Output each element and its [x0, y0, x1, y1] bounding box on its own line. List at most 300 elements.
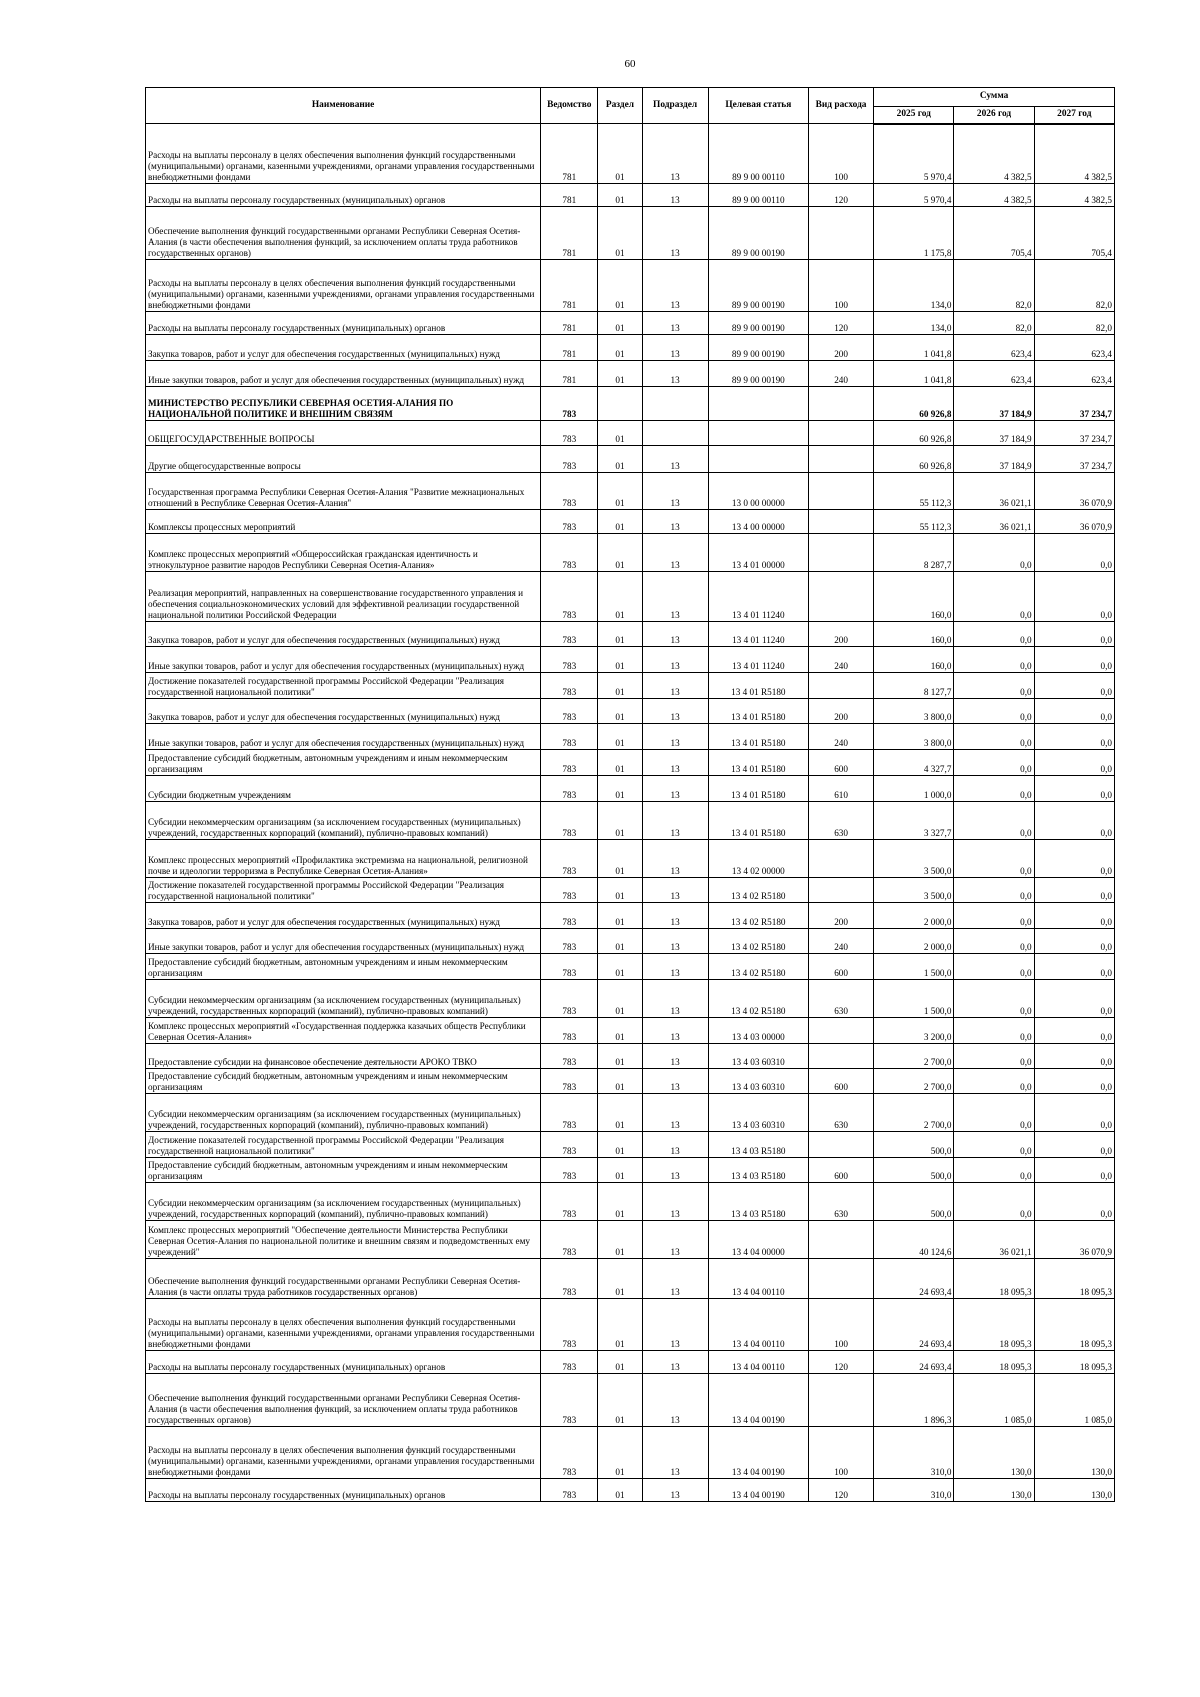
table-row	[146, 473, 1115, 510]
cell-razdel: 01	[598, 361, 642, 387]
table-row	[146, 421, 1115, 446]
cell-sum-2025: 3 800,0	[874, 699, 954, 724]
cell-vedomstvo: 781	[541, 335, 598, 361]
cell-podrazdel: 13	[642, 673, 708, 699]
cell-razdel: 01	[598, 776, 642, 802]
cell-vedomstvo: 783	[541, 1158, 598, 1183]
cell-name: Обеспечение выполнения функций государственными органами Республики Северная Осетия-Алания (в части оплаты труда работников государственных органов)	[146, 1259, 541, 1299]
table-row	[146, 980, 1115, 1018]
cell-celevaya-statya: 13 4 04 00110	[708, 1299, 808, 1351]
cell-sum-2025: 500,0	[874, 1183, 954, 1221]
cell-celevaya-statya: 13 4 02 00000	[708, 840, 808, 878]
cell-sum-2025: 2 000,0	[874, 903, 954, 929]
cell-celevaya-statya: 13 4 00 00000	[708, 510, 808, 534]
cell-razdel: 01	[598, 1044, 642, 1069]
cell-name: Достижение показателей государственной программы Российской Федерации "Реализация государственной национальной политики"	[146, 1132, 541, 1158]
cell-sum-2027: 0,0	[1034, 534, 1114, 572]
cell-razdel: 01	[598, 446, 642, 473]
cell-sum-2025: 40 124,6	[874, 1221, 954, 1259]
cell-celevaya-statya: 13 4 01 R5180	[708, 724, 808, 750]
cell-podrazdel: 13	[642, 980, 708, 1018]
cell-sum-2026: 36 021,1	[954, 473, 1034, 510]
cell-sum-2027: 0,0	[1034, 622, 1114, 647]
cell-sum-2026: 82,0	[954, 312, 1034, 335]
cell-celevaya-statya: 13 4 03 00000	[708, 1018, 808, 1044]
cell-sum-2027: 82,0	[1034, 260, 1114, 312]
cell-sum-2026: 623,4	[954, 361, 1034, 387]
cell-celevaya-statya: 13 4 01 00000	[708, 534, 808, 572]
cell-celevaya-statya: 13 0 00 00000	[708, 473, 808, 510]
cell-vedomstvo: 783	[541, 802, 598, 840]
cell-name: Комплекс процессных мероприятий «Общероссийская гражданская идентичность и этнокультурное развитие народов Республики Северная Осетия-Алания»	[146, 534, 541, 572]
cell-celevaya-statya: 13 4 02 R5180	[708, 954, 808, 980]
cell-sum-2026: 130,0	[954, 1479, 1034, 1502]
cell-podrazdel: 13	[642, 1044, 708, 1069]
cell-name: Достижение показателей государственной программы Российской Федерации "Реализация государственной национальной политики"	[146, 878, 541, 903]
cell-name: Субсидии некоммерческим организациям (за исключением государственных (муниципальных) учреждений, государственных корпораций (компаний), публично-правовых компаний)	[146, 1183, 541, 1221]
cell-vid-rashoda: 200	[808, 335, 873, 361]
cell-razdel: 01	[598, 312, 642, 335]
cell-sum-2025: 160,0	[874, 572, 954, 622]
cell-sum-2026: 0,0	[954, 1018, 1034, 1044]
cell-vedomstvo: 783	[541, 1094, 598, 1132]
cell-sum-2025: 5 970,4	[874, 124, 954, 184]
cell-sum-2025: 1 500,0	[874, 980, 954, 1018]
cell-vid-rashoda: 200	[808, 903, 873, 929]
cell-razdel: 01	[598, 1018, 642, 1044]
cell-podrazdel: 13	[642, 1299, 708, 1351]
cell-vid-rashoda: 600	[808, 1158, 873, 1183]
cell-celevaya-statya: 89 9 00 00190	[708, 207, 808, 260]
cell-celevaya-statya	[708, 446, 808, 473]
cell-name: Иные закупки товаров, работ и услуг для обеспечения государственных (муниципальных) нужд	[146, 929, 541, 954]
cell-vid-rashoda: 120	[808, 1479, 873, 1502]
cell-sum-2026: 36 021,1	[954, 510, 1034, 534]
cell-celevaya-statya: 13 4 01 R5180	[708, 776, 808, 802]
cell-razdel: 01	[598, 207, 642, 260]
cell-vid-rashoda: 120	[808, 1351, 873, 1374]
cell-podrazdel: 13	[642, 446, 708, 473]
cell-vedomstvo: 783	[541, 572, 598, 622]
cell-sum-2026: 82,0	[954, 260, 1034, 312]
table-row	[146, 335, 1115, 361]
cell-celevaya-statya: 13 4 03 60310	[708, 1094, 808, 1132]
cell-vedomstvo: 783	[541, 1183, 598, 1221]
table-row	[146, 840, 1115, 878]
cell-vedomstvo: 783	[541, 421, 598, 446]
cell-vedomstvo: 783	[541, 840, 598, 878]
cell-podrazdel: 13	[642, 1018, 708, 1044]
cell-vid-rashoda: 120	[808, 184, 873, 207]
cell-sum-2027: 0,0	[1034, 1069, 1114, 1094]
header-name: Наименование	[146, 88, 541, 124]
cell-vedomstvo: 783	[541, 1299, 598, 1351]
header-vid-rashoda: Вид расхода	[808, 88, 873, 124]
cell-name: ОБЩЕГОСУДАРСТВЕННЫЕ ВОПРОСЫ	[146, 421, 541, 446]
cell-sum-2025: 3 327,7	[874, 802, 954, 840]
cell-name: Государственная программа Республики Северная Осетия-Алания "Развитие межнациональных отношений в Республике Северная Осетия-Алания"	[146, 473, 541, 510]
cell-podrazdel: 13	[642, 207, 708, 260]
cell-podrazdel: 13	[642, 260, 708, 312]
cell-podrazdel: 13	[642, 1094, 708, 1132]
cell-razdel: 01	[598, 421, 642, 446]
cell-sum-2026: 0,0	[954, 750, 1034, 776]
cell-name: Иные закупки товаров, работ и услуг для обеспечения государственных (муниципальных) нужд	[146, 724, 541, 750]
cell-vedomstvo: 783	[541, 878, 598, 903]
cell-sum-2027: 0,0	[1034, 878, 1114, 903]
cell-name: Предоставление субсидий бюджетным, автономным учреждениям и иным некоммерческим организациям	[146, 750, 541, 776]
cell-name: Предоставление субсидий бюджетным, автономным учреждениям и иным некоммерческим организациям	[146, 1069, 541, 1094]
cell-sum-2025: 60 926,8	[874, 446, 954, 473]
cell-sum-2026: 0,0	[954, 534, 1034, 572]
cell-vid-rashoda: 600	[808, 750, 873, 776]
cell-sum-2026: 0,0	[954, 699, 1034, 724]
cell-celevaya-statya: 89 9 00 00110	[708, 184, 808, 207]
table-row	[146, 1183, 1115, 1221]
header-2025: 2025 год	[874, 107, 954, 124]
cell-vid-rashoda	[808, 1132, 873, 1158]
table-row	[146, 1094, 1115, 1132]
table-row	[146, 647, 1115, 673]
cell-vid-rashoda: 100	[808, 260, 873, 312]
cell-razdel: 01	[598, 647, 642, 673]
cell-name: Закупка товаров, работ и услуг для обеспечения государственных (муниципальных) нужд	[146, 622, 541, 647]
cell-vid-rashoda: 630	[808, 1183, 873, 1221]
cell-celevaya-statya: 13 4 01 R5180	[708, 673, 808, 699]
cell-sum-2025: 3 500,0	[874, 840, 954, 878]
cell-sum-2027: 18 095,3	[1034, 1299, 1114, 1351]
cell-razdel: 01	[598, 1299, 642, 1351]
cell-vid-rashoda: 100	[808, 1299, 873, 1351]
budget-table	[145, 87, 1115, 1502]
cell-celevaya-statya	[708, 387, 808, 421]
cell-sum-2026: 0,0	[954, 1069, 1034, 1094]
cell-sum-2025: 5 970,4	[874, 184, 954, 207]
cell-name: Расходы на выплаты персоналу государственных (муниципальных) органов	[146, 1479, 541, 1502]
table-row	[146, 446, 1115, 473]
cell-celevaya-statya: 13 4 04 00110	[708, 1259, 808, 1299]
cell-sum-2026: 37 184,9	[954, 387, 1034, 421]
cell-vedomstvo: 783	[541, 387, 598, 421]
cell-razdel	[598, 387, 642, 421]
cell-celevaya-statya: 13 4 03 R5180	[708, 1158, 808, 1183]
cell-sum-2027: 0,0	[1034, 1183, 1114, 1221]
cell-sum-2026: 0,0	[954, 776, 1034, 802]
cell-name: Иные закупки товаров, работ и услуг для обеспечения государственных (муниципальных) нужд	[146, 647, 541, 673]
cell-vedomstvo: 783	[541, 1132, 598, 1158]
cell-razdel: 01	[598, 335, 642, 361]
cell-celevaya-statya: 89 9 00 00190	[708, 260, 808, 312]
cell-podrazdel	[642, 421, 708, 446]
cell-sum-2027: 0,0	[1034, 840, 1114, 878]
cell-razdel: 01	[598, 929, 642, 954]
cell-sum-2025: 160,0	[874, 622, 954, 647]
cell-name: Предоставление субсидии на финансовое обеспечение деятельности АРОКО ТВКО	[146, 1044, 541, 1069]
cell-sum-2027: 0,0	[1034, 1158, 1114, 1183]
cell-sum-2027: 705,4	[1034, 207, 1114, 260]
cell-razdel: 01	[598, 572, 642, 622]
cell-vid-rashoda	[808, 673, 873, 699]
cell-sum-2026: 1 085,0	[954, 1374, 1034, 1427]
cell-vedomstvo: 781	[541, 361, 598, 387]
cell-name: Субсидии некоммерческим организациям (за исключением государственных (муниципальных) учреждений, государственных корпораций (компаний), публично-правовых компаний)	[146, 980, 541, 1018]
cell-celevaya-statya: 13 4 01 11240	[708, 572, 808, 622]
cell-vid-rashoda	[808, 1374, 873, 1427]
cell-razdel: 01	[598, 1183, 642, 1221]
cell-vid-rashoda	[808, 207, 873, 260]
cell-vedomstvo: 783	[541, 750, 598, 776]
table-row	[146, 878, 1115, 903]
cell-podrazdel: 13	[642, 1183, 708, 1221]
cell-sum-2027: 623,4	[1034, 361, 1114, 387]
cell-sum-2027: 4 382,5	[1034, 124, 1114, 184]
cell-sum-2026: 0,0	[954, 903, 1034, 929]
cell-celevaya-statya: 13 4 01 11240	[708, 647, 808, 673]
cell-sum-2027: 0,0	[1034, 1132, 1114, 1158]
cell-sum-2026: 4 382,5	[954, 124, 1034, 184]
cell-vedomstvo: 783	[541, 776, 598, 802]
cell-sum-2027: 130,0	[1034, 1427, 1114, 1479]
cell-vedomstvo: 781	[541, 184, 598, 207]
cell-vedomstvo: 783	[541, 699, 598, 724]
cell-sum-2027: 37 234,7	[1034, 387, 1114, 421]
cell-podrazdel: 13	[642, 1351, 708, 1374]
cell-name: Расходы на выплаты персоналу в целях обеспечения выполнения функций государственными (муниципальными) органами, казенными учреждениями, органами управления государственными внебюджетными фондами	[146, 1299, 541, 1351]
cell-sum-2027: 0,0	[1034, 1094, 1114, 1132]
cell-podrazdel: 13	[642, 724, 708, 750]
cell-vedomstvo: 783	[541, 929, 598, 954]
cell-sum-2027: 0,0	[1034, 673, 1114, 699]
table-row	[146, 622, 1115, 647]
cell-sum-2027: 36 070,9	[1034, 510, 1114, 534]
cell-sum-2025: 2 700,0	[874, 1094, 954, 1132]
cell-razdel: 01	[598, 673, 642, 699]
table-row	[146, 802, 1115, 840]
cell-sum-2027: 18 095,3	[1034, 1259, 1114, 1299]
cell-name: МИНИСТЕРСТВО РЕСПУБЛИКИ СЕВЕРНАЯ ОСЕТИЯ-АЛАНИЯ ПО НАЦИОНАЛЬНОЙ ПОЛИТИКЕ И ВНЕШНИМ СВЯЗЯМ	[146, 387, 541, 421]
cell-sum-2027: 36 070,9	[1034, 1221, 1114, 1259]
header-vedomstvo: Ведомство	[541, 88, 598, 124]
cell-name: Обеспечение выполнения функций государственными органами Республики Северная Осетия-Алания (в части обеспечения выполнения функций, за исключением оплаты труда работников государственных органов)	[146, 1374, 541, 1427]
table-row	[146, 1259, 1115, 1299]
cell-vedomstvo: 781	[541, 124, 598, 184]
cell-vid-rashoda: 240	[808, 929, 873, 954]
cell-vid-rashoda	[808, 421, 873, 446]
cell-podrazdel: 13	[642, 1427, 708, 1479]
table-row	[146, 1351, 1115, 1374]
cell-razdel: 01	[598, 878, 642, 903]
cell-sum-2026: 623,4	[954, 335, 1034, 361]
cell-vid-rashoda: 600	[808, 1069, 873, 1094]
cell-podrazdel: 13	[642, 1132, 708, 1158]
cell-sum-2026: 0,0	[954, 878, 1034, 903]
cell-sum-2027: 0,0	[1034, 750, 1114, 776]
cell-podrazdel: 13	[642, 1374, 708, 1427]
cell-name: Предоставление субсидий бюджетным, автономным учреждениям и иным некоммерческим организациям	[146, 1158, 541, 1183]
cell-podrazdel: 13	[642, 776, 708, 802]
cell-sum-2027: 0,0	[1034, 802, 1114, 840]
cell-vid-rashoda	[808, 510, 873, 534]
cell-sum-2027: 82,0	[1034, 312, 1114, 335]
cell-sum-2027: 0,0	[1034, 929, 1114, 954]
table-row	[146, 1044, 1115, 1069]
cell-vedomstvo: 783	[541, 954, 598, 980]
cell-podrazdel: 13	[642, 361, 708, 387]
cell-sum-2025: 3 200,0	[874, 1018, 954, 1044]
cell-vid-rashoda: 240	[808, 361, 873, 387]
cell-vedomstvo: 781	[541, 260, 598, 312]
cell-vedomstvo: 783	[541, 1018, 598, 1044]
cell-vid-rashoda: 240	[808, 724, 873, 750]
cell-sum-2027: 0,0	[1034, 724, 1114, 750]
cell-sum-2026: 0,0	[954, 1094, 1034, 1132]
cell-vid-rashoda: 600	[808, 954, 873, 980]
cell-razdel: 01	[598, 724, 642, 750]
cell-razdel: 01	[598, 1374, 642, 1427]
cell-podrazdel: 13	[642, 878, 708, 903]
cell-vid-rashoda: 200	[808, 699, 873, 724]
cell-razdel: 01	[598, 699, 642, 724]
table-row	[146, 1018, 1115, 1044]
cell-vid-rashoda	[808, 878, 873, 903]
cell-vid-rashoda: 630	[808, 1094, 873, 1132]
page-number: 60	[624, 58, 636, 70]
cell-sum-2027: 0,0	[1034, 647, 1114, 673]
cell-sum-2026: 36 021,1	[954, 1221, 1034, 1259]
cell-sum-2025: 3 500,0	[874, 878, 954, 903]
cell-sum-2027: 623,4	[1034, 335, 1114, 361]
cell-sum-2027: 0,0	[1034, 699, 1114, 724]
cell-celevaya-statya: 89 9 00 00190	[708, 361, 808, 387]
cell-name: Закупка товаров, работ и услуг для обеспечения государственных (муниципальных) нужд	[146, 699, 541, 724]
cell-celevaya-statya: 89 9 00 00190	[708, 335, 808, 361]
table-body	[146, 124, 1115, 1502]
cell-podrazdel: 13	[642, 929, 708, 954]
cell-vid-rashoda	[808, 1044, 873, 1069]
cell-sum-2026: 0,0	[954, 929, 1034, 954]
cell-celevaya-statya: 13 4 03 60310	[708, 1044, 808, 1069]
cell-sum-2026: 4 382,5	[954, 184, 1034, 207]
cell-sum-2025: 134,0	[874, 312, 954, 335]
cell-celevaya-statya: 13 4 01 R5180	[708, 699, 808, 724]
table-row	[146, 387, 1115, 421]
table-row	[146, 954, 1115, 980]
cell-vedomstvo: 781	[541, 312, 598, 335]
cell-sum-2026: 0,0	[954, 802, 1034, 840]
cell-sum-2026: 705,4	[954, 207, 1034, 260]
cell-vedomstvo: 783	[541, 534, 598, 572]
cell-sum-2027: 37 234,7	[1034, 421, 1114, 446]
cell-razdel: 01	[598, 1351, 642, 1374]
cell-podrazdel: 13	[642, 572, 708, 622]
cell-razdel: 01	[598, 1158, 642, 1183]
cell-sum-2025: 8 287,7	[874, 534, 954, 572]
cell-sum-2027: 0,0	[1034, 572, 1114, 622]
cell-name: Расходы на выплаты персоналу государственных (муниципальных) органов	[146, 312, 541, 335]
cell-vedomstvo: 783	[541, 1259, 598, 1299]
header-celevaya-statya: Целевая статья	[708, 88, 808, 124]
cell-name: Расходы на выплаты персоналу в целях обеспечения выполнения функций государственными (муниципальными) органами, казенными учреждениями, органами управления государственными внебюджетными фондами	[146, 124, 541, 184]
cell-vid-rashoda	[808, 1259, 873, 1299]
cell-celevaya-statya: 13 4 04 00190	[708, 1479, 808, 1502]
cell-name: Комплексы процессных мероприятий	[146, 510, 541, 534]
cell-vid-rashoda: 200	[808, 622, 873, 647]
cell-podrazdel: 13	[642, 510, 708, 534]
cell-sum-2027: 1 085,0	[1034, 1374, 1114, 1427]
cell-razdel: 01	[598, 802, 642, 840]
cell-sum-2026: 37 184,9	[954, 421, 1034, 446]
cell-podrazdel: 13	[642, 954, 708, 980]
cell-vedomstvo: 783	[541, 673, 598, 699]
cell-vedomstvo: 783	[541, 980, 598, 1018]
cell-sum-2025: 3 800,0	[874, 724, 954, 750]
cell-razdel: 01	[598, 184, 642, 207]
cell-celevaya-statya	[708, 421, 808, 446]
cell-sum-2025: 2 700,0	[874, 1044, 954, 1069]
cell-celevaya-statya: 13 4 04 00110	[708, 1351, 808, 1374]
cell-sum-2026: 0,0	[954, 1183, 1034, 1221]
table-row	[146, 207, 1115, 260]
cell-podrazdel: 13	[642, 1259, 708, 1299]
cell-sum-2027: 0,0	[1034, 1018, 1114, 1044]
cell-razdel: 01	[598, 260, 642, 312]
cell-sum-2026: 130,0	[954, 1427, 1034, 1479]
cell-celevaya-statya: 13 4 04 00000	[708, 1221, 808, 1259]
table-row	[146, 699, 1115, 724]
cell-podrazdel: 13	[642, 802, 708, 840]
cell-sum-2027: 37 234,7	[1034, 446, 1114, 473]
table-row	[146, 1158, 1115, 1183]
cell-sum-2025: 1 041,8	[874, 335, 954, 361]
cell-podrazdel: 13	[642, 124, 708, 184]
cell-vedomstvo: 783	[541, 724, 598, 750]
cell-vid-rashoda: 100	[808, 1427, 873, 1479]
table-row	[146, 776, 1115, 802]
cell-sum-2025: 160,0	[874, 647, 954, 673]
cell-name: Обеспечение выполнения функций государственными органами Республики Северная Осетия-Алания (в части обеспечения выполнения функций, за исключением оплаты труда работников государственных органов)	[146, 207, 541, 260]
cell-sum-2025: 24 693,4	[874, 1299, 954, 1351]
cell-razdel: 01	[598, 534, 642, 572]
cell-sum-2025: 500,0	[874, 1132, 954, 1158]
table-row	[146, 1374, 1115, 1427]
cell-sum-2026: 0,0	[954, 840, 1034, 878]
cell-razdel: 01	[598, 124, 642, 184]
table-row	[146, 1132, 1115, 1158]
cell-sum-2026: 0,0	[954, 647, 1034, 673]
table-row	[146, 724, 1115, 750]
table-row	[146, 184, 1115, 207]
cell-podrazdel: 13	[642, 840, 708, 878]
cell-celevaya-statya: 13 4 01 11240	[708, 622, 808, 647]
cell-name: Расходы на выплаты персоналу государственных (муниципальных) органов	[146, 184, 541, 207]
table-row	[146, 1069, 1115, 1094]
cell-sum-2027: 4 382,5	[1034, 184, 1114, 207]
table-row	[146, 510, 1115, 534]
table-row	[146, 260, 1115, 312]
table-row	[146, 1427, 1115, 1479]
cell-podrazdel: 13	[642, 647, 708, 673]
cell-vedomstvo: 783	[541, 510, 598, 534]
header-2027: 2027 год	[1034, 107, 1114, 124]
cell-sum-2026: 0,0	[954, 673, 1034, 699]
cell-sum-2026: 0,0	[954, 954, 1034, 980]
cell-sum-2026: 18 095,3	[954, 1351, 1034, 1374]
cell-podrazdel: 13	[642, 1221, 708, 1259]
cell-vid-rashoda: 240	[808, 647, 873, 673]
table-row	[146, 572, 1115, 622]
cell-razdel: 01	[598, 954, 642, 980]
cell-sum-2027: 18 095,3	[1034, 1351, 1114, 1374]
